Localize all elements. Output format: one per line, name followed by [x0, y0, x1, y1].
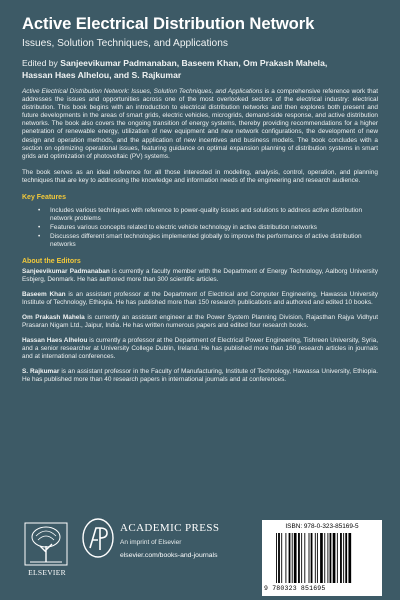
key-features-heading: Key Features: [22, 194, 66, 202]
editor-bio-text: is currently a professor at the Department of Electrical Power Engineering, Tishreen University, Syria, and a senior researcher at University College Dublin, Ireland. He has published more than 160 research articles in journals and at international conferences.: [22, 337, 378, 361]
bullet-icon: •: [38, 207, 41, 215]
publisher-info: [120, 522, 219, 559]
bullet-icon: •: [38, 233, 41, 241]
editors-credit: [22, 58, 378, 81]
editor-bio: [22, 368, 378, 384]
editor-bio: [22, 268, 378, 284]
description-text: is a comprehensive reference work that addresses the issues and opportunities across one of the most overlooked sectors of the electrical industry: electrical distribution. This book begins with an introduction to electrical distribution networks and then explores both present and future developments in the areas of smart grids, electric vehicles, microgrids, demand-side response, and active distribution networks. The book also covers the ongoing transition of energy systems, thereby providing recommendations for a higher penetration of renewable energy, utilization of new equipment and new network configurations, the development of new design and operation methods, and the application of new incentives and business models. The book concludes with a section on optimizing operational issues, featuring guidance on optimal expansion planning of distribution systems in smart grids and optimization of photovoltaic (PV) systems.: [22, 88, 378, 160]
edited-by-label: Edited by: [22, 58, 58, 68]
editor-bio-text: is currently an assistant engineer at the Power System Planning Division, Rajasthan Rajya Vidhyut Prasaran Nigam Ltd., Jaipur, India. He has written numerous papers and edited four research books.: [22, 313, 379, 329]
elsevier-tree-icon: [24, 522, 68, 566]
description-paragraph-2: The book serves as an ideal reference for all those interested in modeling, analysis, control, operation, and planning techniques that are key to addressing the knowledge and information needs of the engineering and research audience.: [22, 168, 378, 184]
book-title: Active Electrical Distribution Network: [22, 14, 315, 33]
editor-name: Sanjeevikumar Padmanaban: [22, 267, 110, 275]
editors-names-line2: Hassan Haes Alhelou, and S. Rajkumar: [22, 69, 182, 80]
barcode-icon: [276, 533, 376, 583]
book-subtitle: Issues, Solution Techniques, and Applications: [22, 38, 228, 49]
elsevier-wordmark: ELSEVIER: [28, 568, 66, 577]
editor-name: Baseem Khan: [22, 290, 66, 298]
barcode-panel: [262, 520, 382, 596]
description-italic-title: Active Electrical Distribution Network: Issues, Solution Techniques, and Applications: [22, 88, 263, 95]
bullet-icon: •: [38, 224, 41, 232]
editors-names-line1: Sanjeevikumar Padmanaban, Baseem Khan, Om Prakash Mahela,: [60, 58, 328, 68]
editor-bio: [22, 291, 378, 307]
elsevier-logo: [22, 522, 70, 584]
barcode-number: 9 780323 851695: [264, 585, 326, 592]
list-item: [38, 233, 378, 249]
press-name: ACADEMIC PRESS: [120, 522, 220, 534]
isbn-label: ISBN: 978-0-323-85169-5: [285, 523, 359, 530]
publisher-url: elsevier.com/books-and-journals: [120, 552, 218, 559]
about-editors-heading: About the Editors: [22, 257, 81, 265]
cover-footer: [0, 514, 400, 600]
editor-bio-text: is currently a faculty member with the Department of Energy Technology, Aalborg University Esbjerg, Denmark. He has authored more than 300 scientific articles.: [22, 267, 378, 283]
description-paragraph-1: [22, 88, 378, 161]
editor-name: Hassan Haes Alhelou: [22, 337, 88, 345]
feature-text: Includes various techniques with reference to power-quality issues and solutions to address active distribution network problems: [50, 207, 363, 223]
editor-bio-text: is an assistant professor in the Faculty of Manufacturing, Institute of Technology, Hawassa University, Ethiopia. He has published more than 40 research papers in international journals and at conferences.: [22, 368, 378, 384]
list-item: [38, 207, 378, 223]
list-item: [38, 224, 378, 232]
academic-press-logo-icon: [82, 518, 114, 558]
editor-bio: [22, 337, 378, 361]
editor-name: Om Prakash Mahela: [22, 313, 85, 321]
editor-bio-text: is an assistant professor at the Department of Electrical and Computer Engineering, Hawassa University Institute of Technology, Ethiopia. He has published more than 150 research publications and authored and edited 10 books.: [22, 290, 378, 306]
feature-text: Features various concepts related to electric vehicle technology in active distribution networks: [50, 224, 317, 232]
editor-name: S. Rajkumar: [22, 368, 60, 376]
key-features-list: [22, 207, 378, 249]
feature-text: Discusses different smart technologies implemented globally to improve the performance of active distribution networks: [50, 233, 362, 249]
editor-bio: [22, 314, 378, 330]
imprint-line: An imprint of Elsevier: [120, 539, 182, 546]
